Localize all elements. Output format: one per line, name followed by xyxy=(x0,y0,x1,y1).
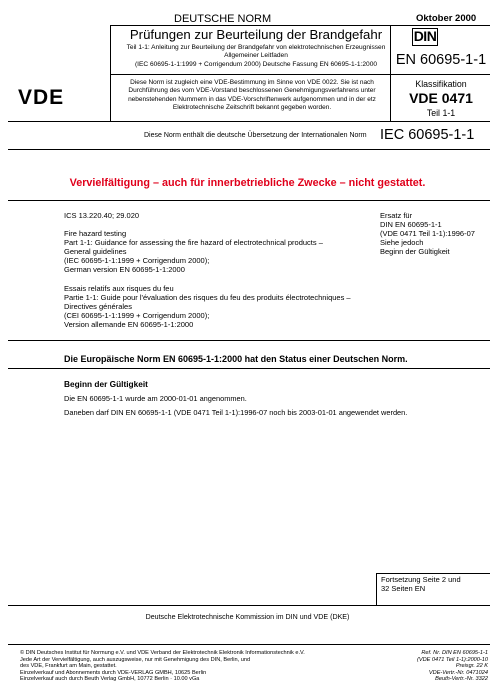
vde-logo: VDE xyxy=(18,86,65,109)
english-title xyxy=(64,229,364,274)
validity-heading: Beginn der Gültigkeit xyxy=(64,379,148,389)
english-title-line: German version EN 60695-1-1:2000 xyxy=(64,265,185,275)
english-title-line: Part 1-1: Guidance for assessing the fire hazard of electrotechnical products – xyxy=(64,238,323,248)
english-title-line: General guidelines xyxy=(64,247,127,257)
copyright-line: © DIN Deutsches Institut für Normung e.V. und VDE Verband der Elektrotechnik Elektronik Informationstechnik e.V. xyxy=(20,650,305,656)
classification-number: VDE 0471 xyxy=(409,90,473,106)
replacement-line: Siehe jedoch xyxy=(380,238,424,248)
vde-notice xyxy=(116,79,388,112)
status-statement: Die Europäische Norm EN 60695-1-1:2000 hat den Status einer Deutschen Norm. xyxy=(64,354,408,364)
document-subtitle xyxy=(112,44,400,69)
copyright-notice xyxy=(20,650,360,683)
continuation-line: Fortsetzung Seite 2 und xyxy=(381,575,461,584)
copyright-line: Jede Art der Vervielfältigung, auch auszugsweise, nur mit Genehmigung des DIN, Berlin, und xyxy=(20,656,251,663)
section-rule xyxy=(8,200,490,201)
subtitle-line: Allgemeiner Leitfaden xyxy=(224,52,288,60)
copyright-line: Einzelverkauf auch durch Beuth Verlag GmbH, 10772 Berlin · 10.00 vGa xyxy=(20,676,200,682)
ics-code: ICS 13.220.40; 29.020 xyxy=(64,211,140,220)
subtitle-line: (IEC 60695-1-1:1999 + Corrigendum 2000) Deutsche Fassung EN 60695-1-1:2000 xyxy=(134,60,378,68)
replacement-note xyxy=(380,211,490,256)
validity-text: Die EN 60695-1-1 wurde am 2000-01-01 angenommen. xyxy=(64,394,247,403)
english-title-line: Fire hazard testing xyxy=(64,229,127,238)
replacement-line: DIN EN 60695-1-1 xyxy=(380,220,442,230)
international-norm-text: Diese Norm enthält die deutsche Übersetzung der Internationalen Norm xyxy=(144,132,367,139)
vde-notice-line: Diese Norm ist zugleich eine VDE-Bestimmung im Sinne von VDE 0022. Sie ist nach xyxy=(130,79,374,86)
french-title-line: Directives générales xyxy=(64,302,132,312)
header-divider xyxy=(390,25,391,121)
classification-part: Teil 1-1 xyxy=(426,108,456,118)
section-rule xyxy=(8,340,490,341)
iec-number: IEC 60695-1-1 xyxy=(380,127,475,143)
replacement-line: (VDE 0471 Teil 1-1):1996-07 xyxy=(380,229,475,239)
section-rule xyxy=(8,605,490,606)
english-title-line: (IEC 60695-1-1:1999 + Corrigendum 2000); xyxy=(64,256,210,266)
replacement-line: Beginn der Gültigkeit xyxy=(380,247,450,257)
norm-label: DEUTSCHE NORM xyxy=(174,13,272,25)
replacement-line: Ersatz für xyxy=(380,211,413,220)
vde-notice-line: nebenstehenden Nummern in das VDE-Vorschriftenwerk aufgenommen und in der etz xyxy=(128,95,376,103)
subtitle-line: Teil 1-1: Anleitung zur Beurteilung der Brandgefahr von elektrotechnischen Erzeugnissen xyxy=(126,44,386,51)
reference-line: Preisgr. 22 K xyxy=(455,663,488,669)
french-title-line: (CEI 60695-1-1:1999 + Corrigendum 2000); xyxy=(64,311,210,321)
french-title-line: Partie 1-1: Guide pour l'évaluation des risques du feu des produits électrotechniques – xyxy=(64,293,351,303)
french-title-line: Version allemande EN 60695-1-1:2000 xyxy=(64,320,194,330)
commission-name: Deutsche Elektrotechnische Kommission im DIN und VDE (DKE) xyxy=(145,613,350,621)
header-rule xyxy=(110,74,490,75)
reference-line: Ref. Nr. DIN EN 60695-1-1 xyxy=(421,650,488,656)
reference-line: (VDE 0471 Teil 1-1):2000-10 xyxy=(416,656,488,663)
header-rule xyxy=(110,25,490,26)
vde-notice-line: Elektrotechnische Zeitschrift bekannt gegeben worden. xyxy=(172,103,332,111)
en-number: EN 60695-1-1 xyxy=(395,52,487,68)
header-rule xyxy=(8,121,490,122)
continuation-line: 32 Seiten EN xyxy=(381,584,426,594)
french-title xyxy=(64,284,374,329)
reference-line: VDE-Vertr.-Nr. 0471024 xyxy=(428,669,488,676)
copyright-line: des VDE, Frankfurt am Main, gestattet. xyxy=(20,663,117,669)
din-logo: DIN xyxy=(413,28,437,44)
classification-label: Klassifikation xyxy=(415,79,467,89)
french-title-line: Essais relatifs aux risques du feu xyxy=(64,284,174,293)
vde-notice-line: Durchführung des vom VDE-Vorstand beschlossenen Genehmigungsverfahrens unter xyxy=(128,87,376,95)
copyright-line: Einzelverkauf und Abonnements durch VDE-VERLAG GMBH, 10625 Berlin xyxy=(20,669,207,676)
publication-date: Oktober 2000 xyxy=(416,13,477,24)
continuation-rule xyxy=(376,573,490,574)
validity-text: Daneben darf DIN EN 60695-1-1 (VDE 0471 Teil 1-1):1996-07 noch bis 2003-01-01 angewendet werden. xyxy=(64,408,408,417)
document-title: Prüfungen zur Beurteilung der Brandgefahr xyxy=(129,27,383,42)
continuation-divider xyxy=(376,573,377,605)
reference-numbers xyxy=(370,650,488,683)
section-rule xyxy=(8,368,490,369)
section-rule xyxy=(8,149,490,150)
copy-warning: Vervielfältigung – auch für innerbetriebliche Zwecke – nicht gestattet. xyxy=(69,177,426,189)
footer-rule xyxy=(8,644,490,645)
reference-line: Beuth-Vertr.-Nr. 3322 xyxy=(435,676,488,682)
continuation-note xyxy=(381,575,489,594)
header-divider xyxy=(110,25,111,121)
